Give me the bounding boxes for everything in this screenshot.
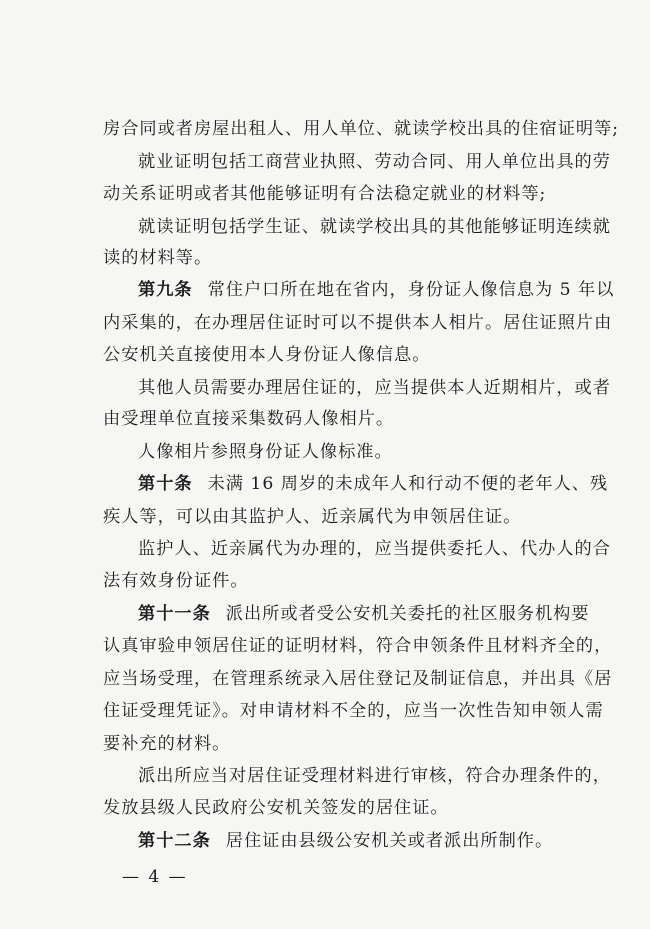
text-line: 监护人、近亲属代为办理的，应当提供委托人、代办人的合: [138, 539, 611, 559]
article-heading: 第十二条: [138, 831, 211, 851]
article-nine: [138, 277, 615, 303]
text-line: 由受理单位直接采集数码人像相片。: [103, 409, 395, 429]
text-line: 住证受理凭证》。对申请材料不全的，应当一次性告知申领人需: [103, 701, 604, 721]
text-line: 动关系证明或者其他能够证明有合法稳定就业的材料等;: [103, 184, 547, 204]
article-text: 常住户口所在地在省内，身份证人像信息为 5 年以: [207, 280, 615, 300]
article-heading: 第九条: [138, 280, 193, 300]
text-line: 人像相片参照身份证人像标准。: [138, 442, 393, 462]
text-line: 其他人员需要办理居住证的，应当提供本人近期相片，或者: [138, 378, 611, 398]
article-ten: [138, 471, 609, 497]
page-number: — 4 —: [122, 867, 188, 887]
article-heading: 第十一条: [138, 604, 211, 624]
text-line: 疾人等，可以由其监护人、近亲属代为申领居住证。: [103, 507, 522, 527]
text-line: 读的材料等。: [103, 248, 213, 268]
text-line: 房合同或者房屋出租人、用人单位、就读学校出具的住宿证明等;: [103, 119, 620, 139]
text-line: 内采集的，在办理居住证时可以不提供本人相片。居住证照片由: [103, 313, 613, 333]
text-line: 应当场受理，在管理系统录入居住登记及制证信息，并出具《居: [103, 669, 613, 689]
text-line: 就读证明包括学生证、就读学校出具的其他能够证明连续就: [138, 217, 611, 237]
text-line: 要补充的材料。: [103, 734, 231, 754]
text-line: 法有效身份证件。: [103, 571, 249, 591]
text-line: 发放县级人民政府公安机关签发的居住证。: [103, 798, 449, 818]
article-text: 派出所或者受公安机关委托的社区服务机构要: [225, 604, 590, 624]
article-text: 居住证由县级公安机关或者派出所制作。: [225, 831, 554, 851]
article-eleven: [138, 601, 603, 627]
article-heading: 第十条: [138, 474, 193, 494]
text-line: 就业证明包括工商营业执照、劳动合同、用人单位出具的劳: [138, 152, 611, 172]
text-line: 派出所应当对居住证受理材料进行审核，符合办理条件的，: [138, 766, 611, 786]
article-twelve: [138, 828, 603, 854]
text-line: 认真审验申领居住证的证明材料，符合申领条件且材料齐全的，: [103, 636, 613, 656]
article-text: 未满 16 周岁的未成年人和行动不便的老年人、残: [207, 474, 609, 494]
text-line: 公安机关直接使用本人身份证人像信息。: [103, 345, 431, 365]
